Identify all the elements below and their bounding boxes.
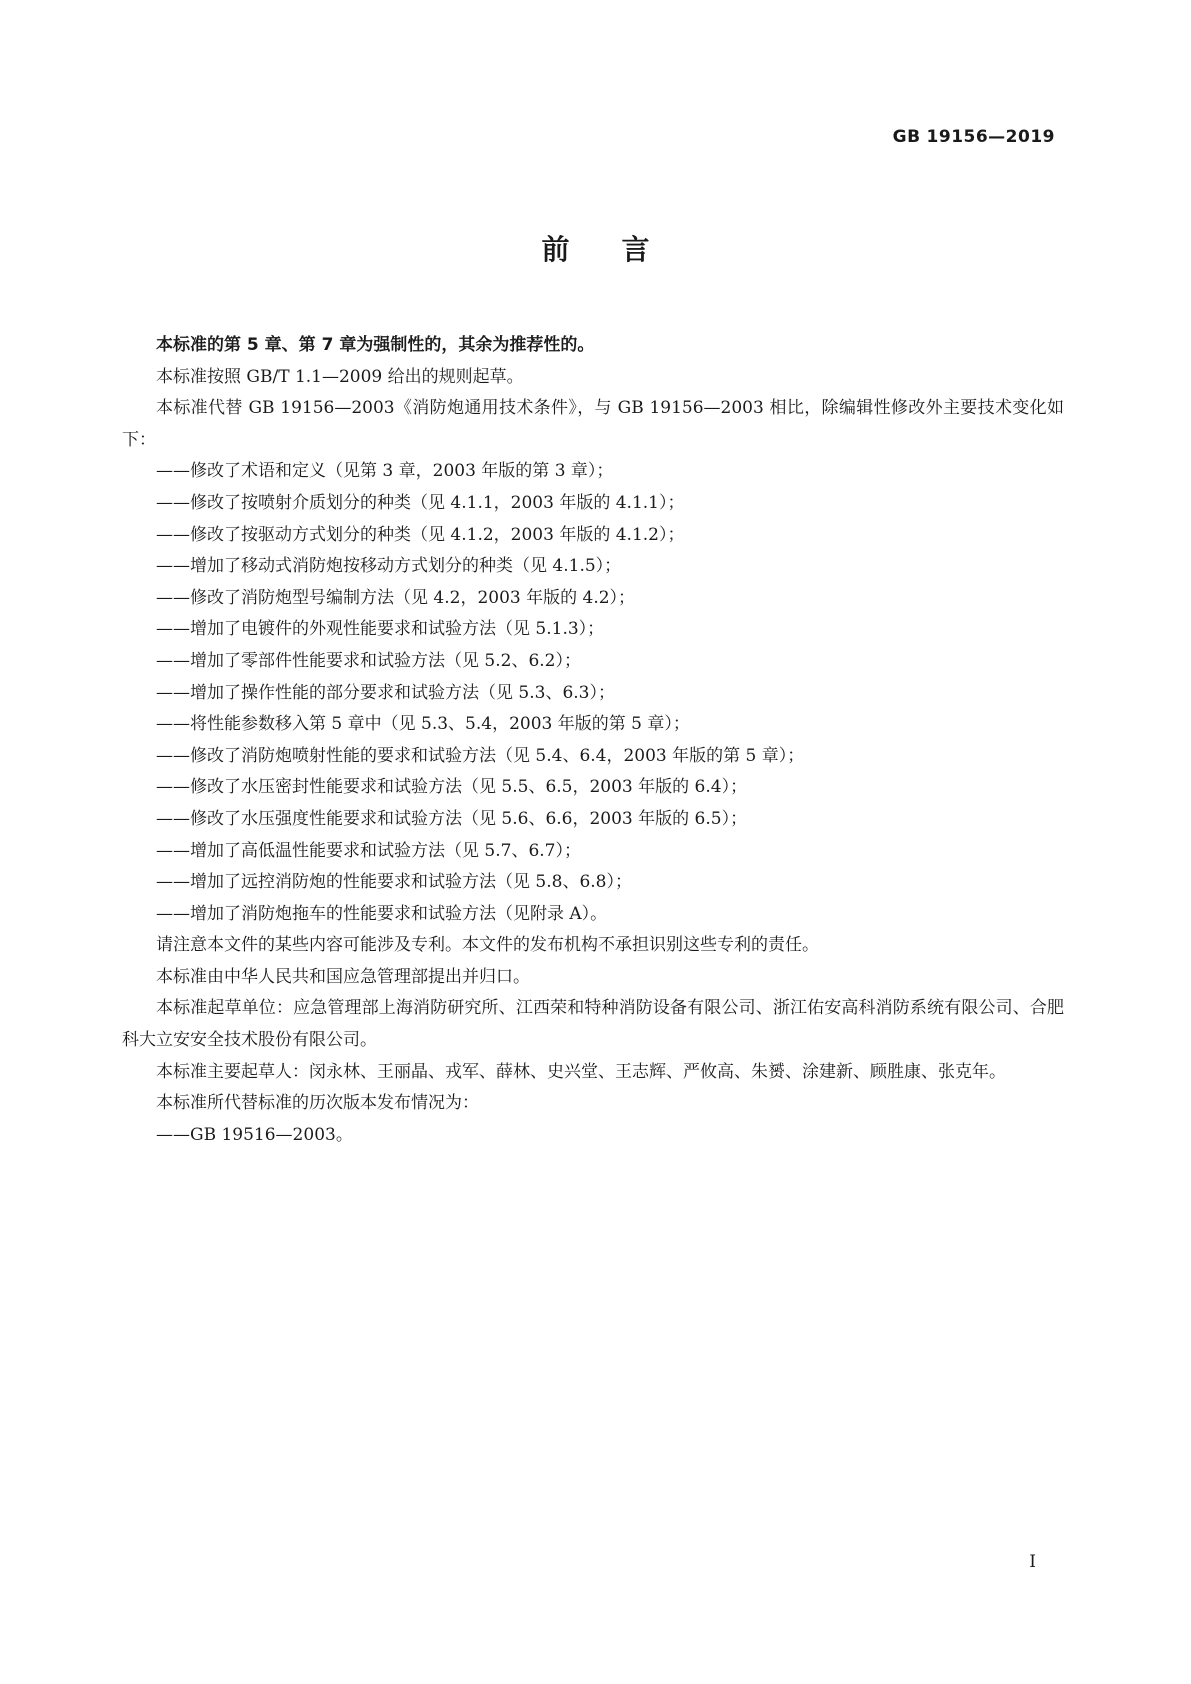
list-item: ——增加了移动式消防炮按移动方式划分的种类（见 4.1.5）； (156, 556, 622, 577)
standard-code-number: 19156—2019 (926, 127, 1055, 147)
list-item: ——修改了按驱动方式划分的种类（见 4.1.2，2003 年版的 4.1.2）； (156, 524, 685, 545)
patent-notice: 请注意本文件的某些内容可能涉及专利。本文件的发布机构不承担识别这些专利的责任。 (156, 935, 819, 956)
list-item: ——增加了零部件性能要求和试验方法（见 5.2、6.2）； (156, 650, 581, 671)
standard-code (893, 127, 1055, 147)
list-item: ——修改了水压密封性能要求和试验方法（见 5.5、6.5，2003 年版的 6.4）； (156, 777, 748, 798)
list-item: ——修改了按喷射介质划分的种类（见 4.1.1，2003 年版的 4.1.1）； (156, 492, 685, 513)
list-item: ——增加了远控消防炮的性能要求和试验方法（见 5.8、6.8）； (156, 872, 632, 893)
drafting-units-paragraph: 本标准起草单位：应急管理部上海消防研究所、江西荣和特种消防设备有限公司、浙江佑安高科消防系统有限公司、合肥科大立安安全技术股份有限公司。 (122, 998, 1064, 1051)
foreword-body (122, 330, 1064, 1151)
list-item: ——增加了高低温性能要求和试验方法（见 5.7、6.7）； (156, 840, 581, 861)
list-item: ——将性能参数移入第 5 章中（见 5.3、5.4，2003 年版的第 5 章）； (156, 714, 690, 735)
standard-code-prefix: GB (892, 127, 921, 147)
list-item: ——增加了消防炮拖车的性能要求和试验方法（见附录 A）。 (156, 903, 608, 924)
changes-list (122, 456, 1064, 930)
history-item: ——GB 19516—2003。 (156, 1124, 353, 1145)
replacement-paragraph: 本标准代替 GB 19156—2003《消防炮通用技术条件》，与 GB 19156—2003 相比，除编辑性修改外主要技术变化如下： (122, 398, 1064, 450)
list-item: ——增加了操作性能的部分要求和试验方法（见 5.3、6.3）； (156, 682, 615, 703)
list-item: ——增加了电镀件的外观性能要求和试验方法（见 5.1.3）； (156, 619, 605, 640)
drafters-paragraph: 本标准主要起草人：闵永林、王丽晶、戎军、薛林、史兴堂、王志辉、严攸高、朱赟、涂建新、顾胜康、张克年。 (156, 1061, 1006, 1082)
list-item: ——修改了水压强度性能要求和试验方法（见 5.6、6.6，2003 年版的 6.5）； (156, 808, 748, 829)
list-item: ——修改了消防炮喷射性能的要求和试验方法（见 5.4、6.4，2003 年版的第 5 章）； (156, 745, 805, 766)
list-item: ——修改了术语和定义（见第 3 章，2003 年版的第 3 章）； (156, 461, 614, 482)
proposer-paragraph: 本标准由中华人民共和国应急管理部提出并归口。 (156, 966, 530, 987)
mandatory-clause-statement: 本标准的第 5 章、第 7 章为强制性的，其余为推荐性的。 (156, 335, 595, 355)
drafting-rules-paragraph: 本标准按照 GB/T 1.1—2009 给出的规则起草。 (156, 366, 524, 387)
history-intro-paragraph: 本标准所代替标准的历次版本发布情况为： (156, 1093, 479, 1114)
list-item: ——修改了消防炮型号编制方法（见 4.2，2003 年版的 4.2）； (156, 587, 636, 608)
page-number: I (1029, 1552, 1036, 1572)
page-title: 前言 (541, 233, 702, 266)
